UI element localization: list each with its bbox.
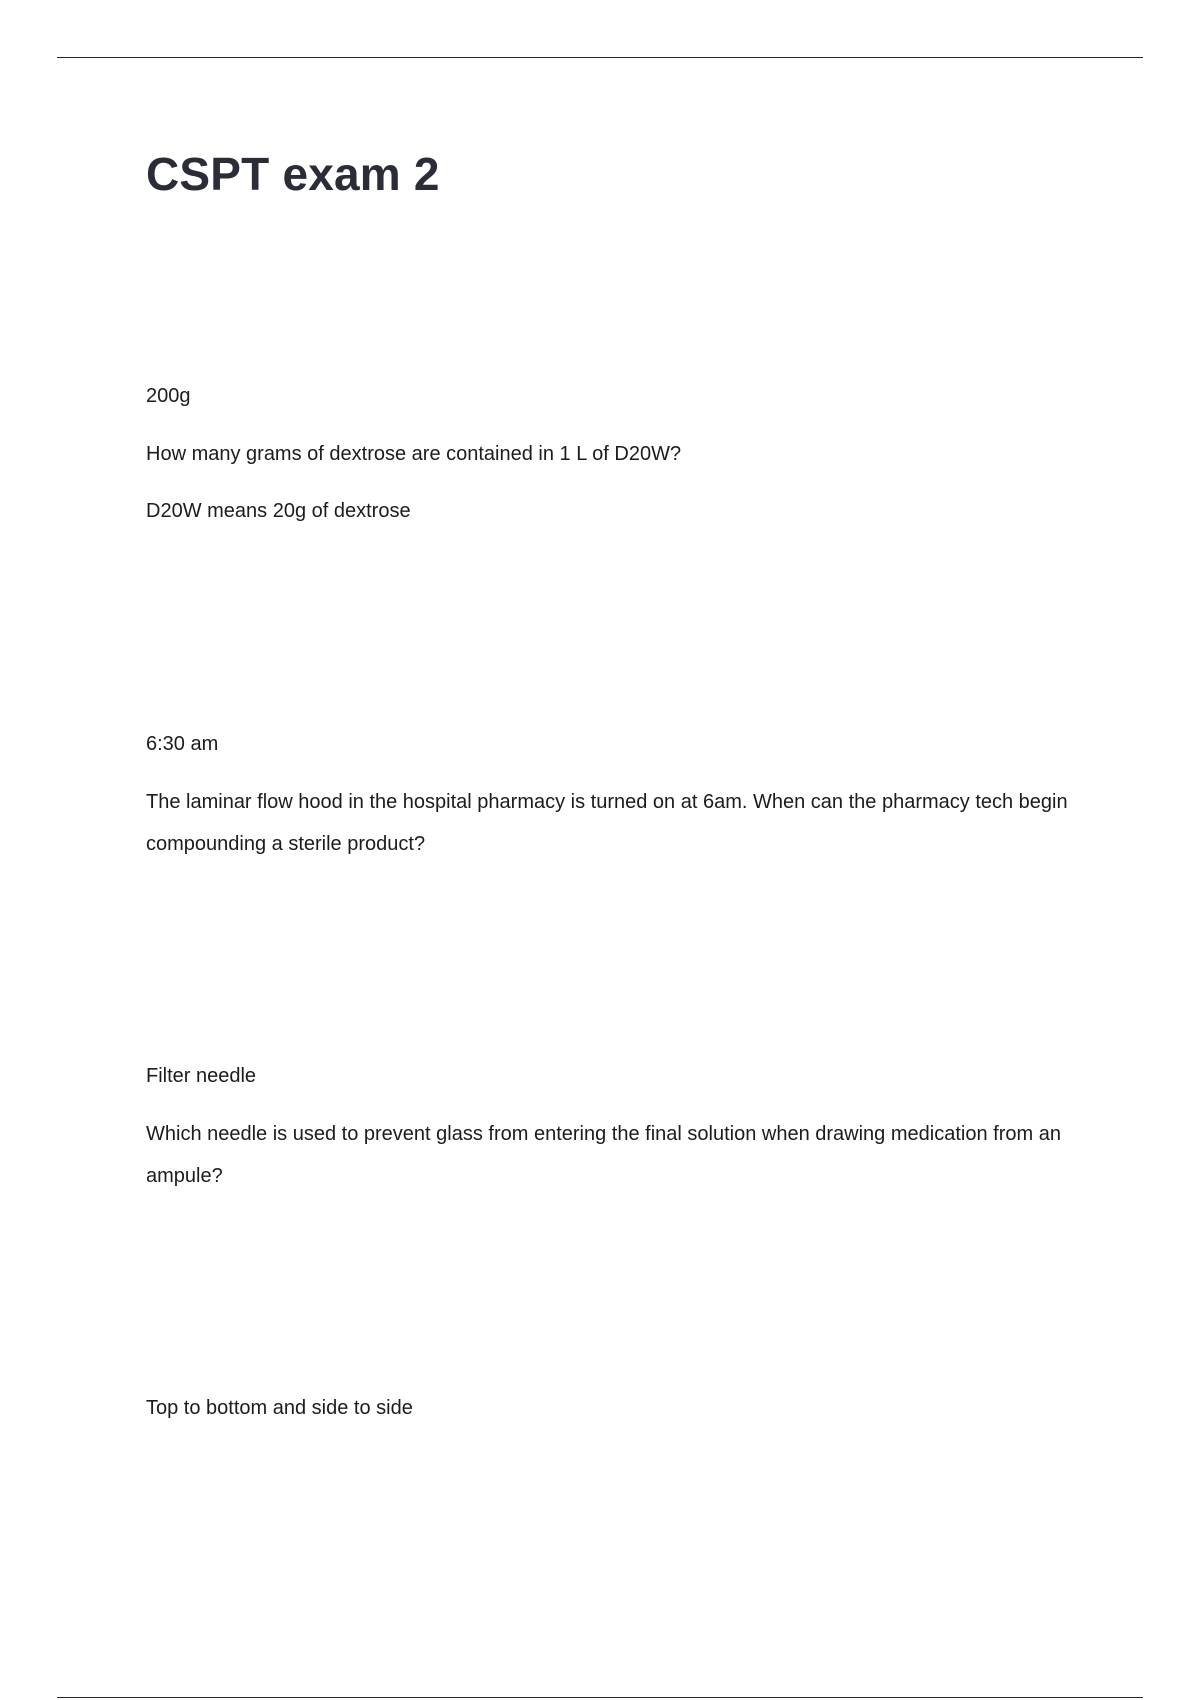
card-4-answer: Top to bottom and side to side — [146, 1397, 413, 1419]
page-title: CSPT exam 2 — [146, 148, 440, 200]
card-2-question: The laminar flow hood in the hospital pharmacy is turned on at 6am. When can the pharmacy tech begin compounding a sterile product? — [146, 791, 1068, 855]
card-3-question: Which needle is used to prevent glass from entering the final solution when drawing medication from an ampule? — [146, 1123, 1061, 1187]
bottom-rule — [57, 1697, 1143, 1698]
card-1-note: D20W means 20g of dextrose — [146, 500, 411, 522]
card-1-question: How many grams of dextrose are contained in 1 L of D20W? — [146, 443, 682, 465]
top-rule — [57, 57, 1143, 58]
card-2-answer: 6:30 am — [146, 733, 219, 755]
card-3-answer: Filter needle — [146, 1065, 257, 1087]
card-1-answer: 200g — [146, 385, 191, 407]
